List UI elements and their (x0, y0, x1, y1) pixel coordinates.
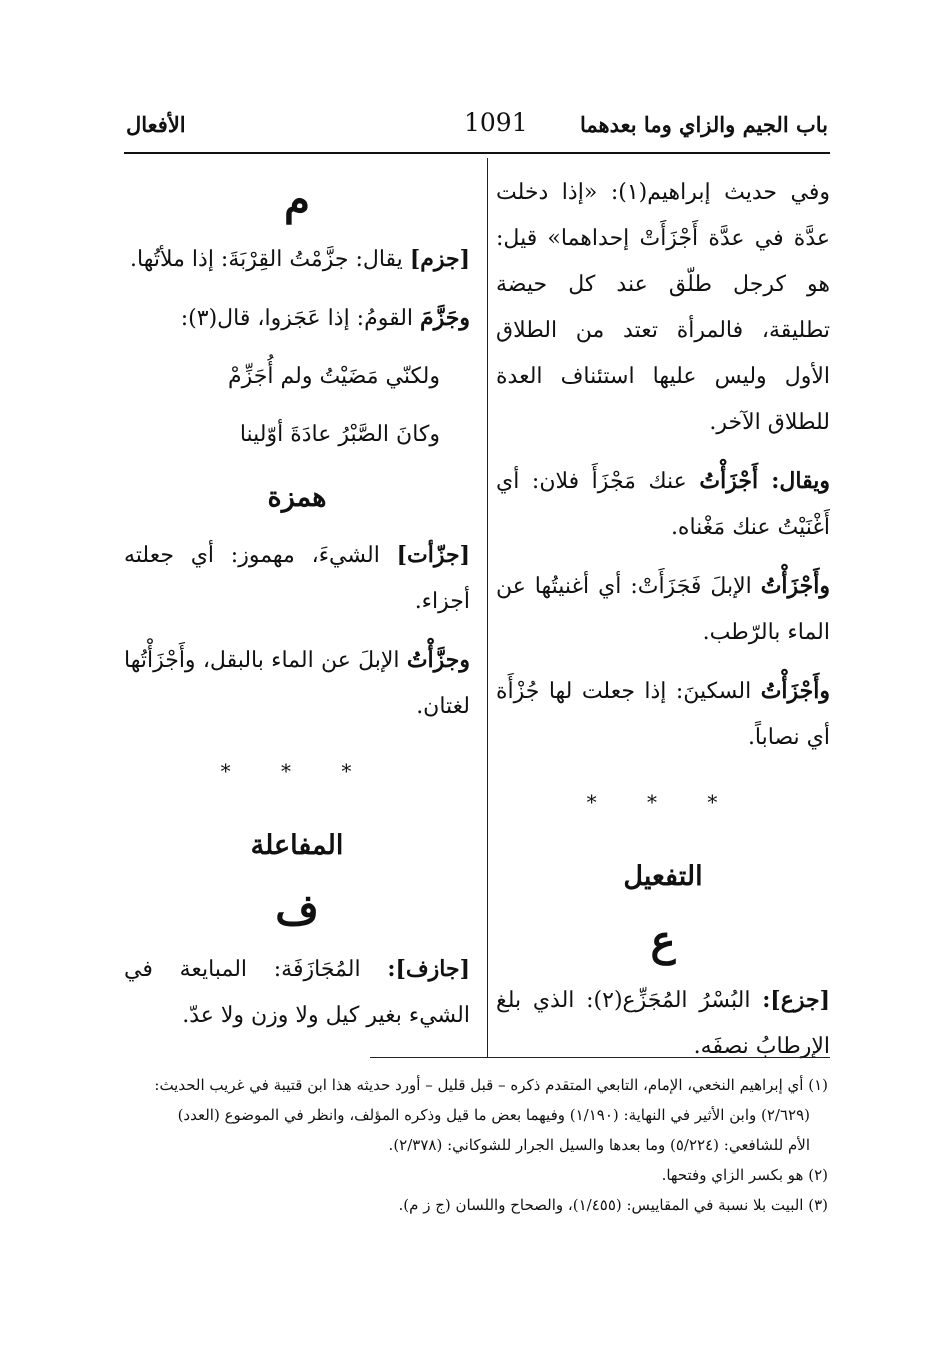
definition: البُسْرُ المُجَزِّع(٢): الذي بلغ الإرطابُ نصفَه. (496, 988, 830, 1059)
section-separator: * * * (220, 759, 374, 783)
header-rule (124, 152, 830, 154)
definition: الشيءَ، مهموز: أي جعلته أجزاء. (124, 543, 470, 614)
footnote-rule (370, 1057, 830, 1058)
paragraph-jazzaat (124, 532, 470, 625)
headword: [جزّأت] (396, 542, 471, 568)
definition: الإبلَ فَجَزَأَتْ: أي أغنيتُها عن الماء بالرّطب. (496, 574, 830, 645)
section-title-hamza: همزة (267, 482, 327, 513)
headword: ويقال: أَجْزَأْتُ (699, 468, 830, 494)
letter-heading-ayn: ع (650, 916, 676, 965)
paragraph-hadith: وفي حديث إبراهيم(١): «إذا دخلت عدَّة في عدَّة أَجْزَأَتْ إحداهما» قيل: هو كرجل طلّق عند كل حيضة تطليقة، فالمرأة تعتد من الطلاق الأول وليس عليها استئناف العدة للطلاق الآخر. (496, 180, 830, 435)
paragraph-jazaf (124, 946, 470, 1039)
definition: عنك مَجْزَأَ فلان: أي أَغْنَيْتُ عنك مَغْناه. (496, 469, 830, 540)
section-title-tafil: التفعيل (623, 861, 703, 892)
paragraph-jazzaatu-ibil (124, 637, 470, 730)
definition: الإبلَ عن الماء بالبقل، وأَجْزَأْتُها لغتان. (124, 648, 470, 719)
section-separator: * * * (586, 790, 740, 814)
headword: [جزع]: (762, 987, 830, 1013)
section-header: الأفعال (126, 112, 186, 137)
paragraph-ajzat-sikkin (496, 668, 830, 761)
letter-heading-fa: ف (275, 885, 319, 934)
right-column (496, 170, 830, 1082)
definition: السكينَ: إذا جعلت لها جُزْأَة أي نصاباً. (496, 679, 830, 750)
definition: المُجَازَفَة: المبايعة في الشيء بغير كيل ولا وزن ولا عدّ. (124, 957, 470, 1028)
section-title-mufaala: المفاعلة (250, 830, 344, 861)
paragraph-jazm (124, 236, 470, 283)
paragraph-jazzama (124, 295, 470, 342)
paragraph-ajzat-ibil (496, 563, 830, 656)
footnote-1-continued: (٢/٦٢٩) وابن الأثير في النهاية: (١/١٩٠) وفيهما بعض ما قيل وذكره المؤلف، وانظر في الموضوع (العدد) (177, 1106, 810, 1124)
definition: القومُ: إذا عَجَزوا، قال(٣): (180, 306, 414, 331)
headword: وجزَّأْتُ (406, 647, 470, 673)
headword: وأَجْزَأْتُ (760, 573, 831, 599)
footnotes (108, 1070, 828, 1220)
verse-line-1: ولكنّي مَضَيْتُ ولم أُجَزِّمْ (228, 364, 440, 389)
paragraph-ajzat-anka (496, 458, 830, 551)
headword: [جازف]: (387, 956, 470, 982)
chapter-title: باب الجيم والزاي وما بعدهما (580, 112, 828, 137)
left-column (124, 170, 470, 1051)
footnote-1-continued: الأم للشافعي: (٥/٢٢٤) وما بعدها والسيل الجرار للشوكاني: (٢/٣٧٨). (388, 1136, 810, 1154)
footnote-3: (٣) البيت بلا نسبة في المقاييس: (١/٤٥٥)، والصحاح واللسان (ج ز م). (398, 1196, 828, 1214)
page-number: 1091 (464, 108, 528, 137)
footnote-2: (٢) هو بكسر الزاي وفتحها. (661, 1166, 828, 1184)
letter-heading-mim: م (283, 175, 310, 224)
headword: [جزم] (409, 246, 470, 272)
headword: وجَزَّمَ (420, 305, 470, 331)
headword: وأَجْزَأْتُ (760, 678, 830, 704)
column-divider (487, 158, 488, 1058)
footnote-1: (١) أي إبراهيم النخعي، الإمام، التابعي المتقدم ذكره – قبل قليل – أورد حديثه هذا ابن قتيبة في غريب الحديث: (154, 1076, 828, 1094)
verse-line-2: وكانَ الصَّبْرُ عادَةَ أوّلينا (239, 422, 440, 447)
definition: يقال: جزَّمْتُ القِرْبَةَ: إذا ملأتُها. (130, 247, 403, 272)
